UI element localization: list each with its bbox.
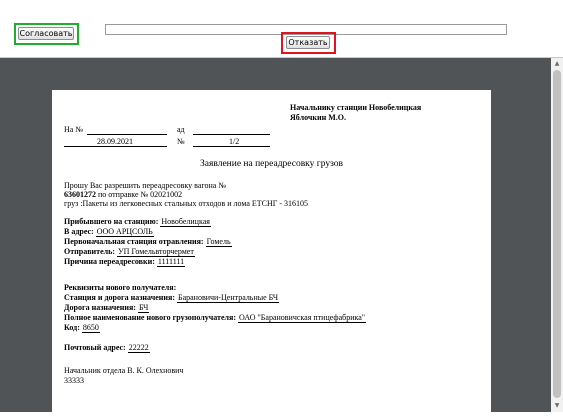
incoming-no-line xyxy=(87,134,167,135)
sender-value: УП Гомельвторчермет xyxy=(118,247,194,256)
scroll-up-arrow-icon[interactable]: ▲ xyxy=(554,60,560,67)
scroll-down-arrow-icon[interactable]: ▼ xyxy=(554,402,560,409)
reject-button[interactable]: Отказать xyxy=(286,36,330,49)
ad-label: ад xyxy=(177,125,185,134)
dispatch-text: по отправке № 02021002 xyxy=(98,190,183,199)
arrived-value: Новобелицкая xyxy=(161,217,210,226)
new-receiver-heading: Реквизиты нового получателя: xyxy=(64,283,177,292)
document-number: 1/2 xyxy=(229,137,240,146)
addressee-line-1: Начальнику станции Новобелицкая xyxy=(290,103,422,112)
consignee-value: ОАО "Барановичская птицефабрика" xyxy=(239,313,366,322)
sender-label: Отправитель: xyxy=(64,247,116,256)
dest-road-value: БЧ xyxy=(138,303,149,312)
code-label: Код: xyxy=(64,323,80,332)
reason-label: Причина переадресовки: xyxy=(64,257,155,266)
dest-station-label: Станция и дорога назначения: xyxy=(64,293,175,302)
address-value: ООО АРЦСОЛЬ xyxy=(96,227,153,236)
origin-value: Гомель xyxy=(206,237,231,246)
arrived-label: Прибывшего на станцию: xyxy=(64,217,159,226)
address-label: В адрес: xyxy=(64,227,94,236)
ad-line xyxy=(193,134,270,135)
action-toolbar xyxy=(0,0,563,55)
document-page xyxy=(52,90,491,420)
scrollbar-thumb[interactable] xyxy=(553,70,561,398)
dest-station-value: Барановичи-Центральные БЧ xyxy=(177,293,279,302)
document-title: Заявление на переадресовку грузов xyxy=(200,159,343,169)
postal-value: 22222 xyxy=(128,343,149,352)
request-line: Прошу Вас разрешить переадресовку вагона № xyxy=(64,181,226,190)
number-label: № xyxy=(177,137,185,146)
postal-label: Почтовый адрес: xyxy=(64,343,126,352)
code-value: 8650 xyxy=(82,323,99,332)
incoming-no-label: На № xyxy=(64,125,83,134)
vertical-scrollbar[interactable] xyxy=(551,58,563,412)
number-line xyxy=(193,146,270,147)
consignee-label: Полное наименование нового грузополучателя: xyxy=(64,313,236,322)
origin-label: Первоначальная станция отравления: xyxy=(64,237,204,246)
approve-button[interactable]: Согласовать xyxy=(19,29,73,38)
reason-value: 1111111 xyxy=(157,257,185,266)
addressee-line-2: Яблочкин М.О. xyxy=(290,113,346,122)
phone-line: 33333 xyxy=(64,376,84,385)
wagon-number: 63601272 xyxy=(64,190,96,199)
date-line xyxy=(64,146,167,147)
signature-line: Начальник отдела В. К. Олехнович xyxy=(64,366,184,375)
cargo-text: груз :Пакеты из легковесных стальных отходов и лома ЕТСНГ - 316105 xyxy=(64,199,309,208)
document-viewer[interactable] xyxy=(0,57,563,412)
dest-road-label: Дорога назначения: xyxy=(64,303,136,312)
document-date: 28.09.2021 xyxy=(97,137,133,146)
